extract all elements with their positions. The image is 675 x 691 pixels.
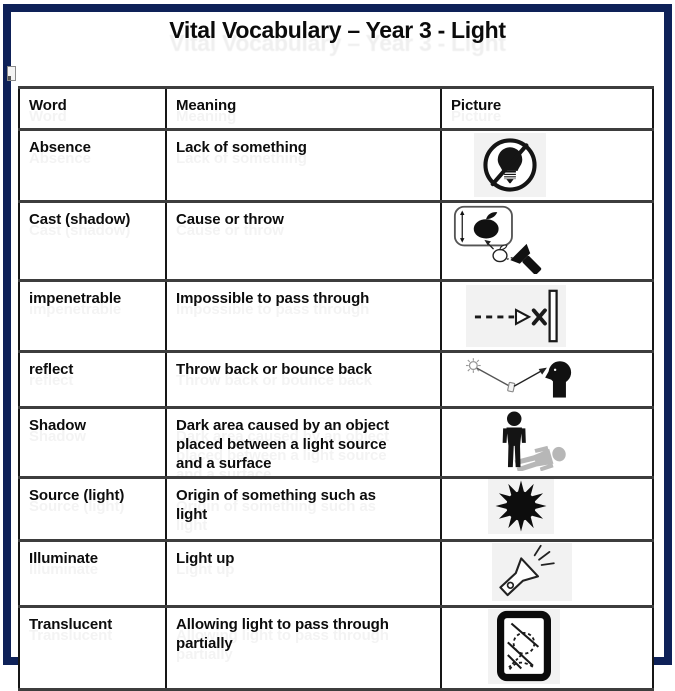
table-row [19, 606, 653, 689]
table-row [19, 477, 653, 540]
picture-cell [441, 407, 653, 477]
light-reflection-to-face-icon-wrap [462, 356, 579, 401]
meaning-cell: Impossible to pass through [166, 281, 441, 351]
meaning-column-header: Meaning [166, 88, 441, 130]
table-row [19, 130, 653, 202]
word-cell: Source (light) [19, 477, 166, 540]
table-row [19, 351, 653, 407]
word-cell: Cast (shadow) [19, 202, 166, 281]
translucent-window-icon [496, 610, 552, 682]
word-cell: Illuminate [19, 540, 166, 606]
torch-apple-shadow-icon-wrap [452, 204, 548, 274]
vocabulary-table [18, 86, 654, 691]
word-column-header: Word [19, 88, 166, 130]
table-row [19, 407, 653, 477]
page-title: Vital Vocabulary – Year 3 - Light [169, 17, 506, 43]
meaning-cell: Throw back or bounce back [166, 351, 441, 407]
meaning-cell: Origin of something such as light [166, 477, 441, 540]
translucent-window-icon-bg [488, 609, 560, 684]
light-reflection-to-face-icon [462, 356, 579, 401]
meaning-cell: Light up [166, 540, 441, 606]
word-cell: Shadow [19, 407, 166, 477]
arrow-blocked-by-wall-icon [468, 288, 564, 344]
arrow-blocked-by-wall-icon-bg [466, 285, 566, 347]
picture-cell [441, 351, 653, 407]
table-header-row [19, 88, 653, 130]
person-casting-shadow-icon [492, 411, 608, 471]
picture-cell [441, 281, 653, 351]
meaning-cell: Dark area caused by an object placed between a light source and a surface [166, 407, 441, 477]
light-source-starburst-icon-bg [488, 479, 554, 534]
table-row [19, 540, 653, 606]
picture-cell [441, 540, 653, 606]
meaning-cell: Allowing light to pass through partially [166, 606, 441, 689]
picture-cell [441, 202, 653, 281]
no-light-bulb-icon-bg [474, 133, 546, 197]
picture-cell [441, 130, 653, 202]
shining-torch-icon-bg [492, 543, 572, 601]
word-cell: Translucent [19, 606, 166, 689]
page-edge-artifact [7, 66, 16, 81]
shining-torch-icon [495, 544, 569, 600]
word-cell: reflect [19, 351, 166, 407]
torch-apple-shadow-icon [452, 204, 548, 274]
picture-cell [441, 477, 653, 540]
word-cell: impenetrable [19, 281, 166, 351]
person-casting-shadow-icon-wrap [492, 411, 608, 471]
picture-cell [441, 606, 653, 689]
meaning-cell: Cause or throw [166, 202, 441, 281]
meaning-cell: Lack of something [166, 130, 441, 202]
light-source-starburst-icon [491, 479, 551, 533]
no-light-bulb-icon [480, 135, 540, 195]
word-cell: Absence [19, 130, 166, 202]
table-row [19, 281, 653, 351]
picture-column-header: Picture [441, 88, 653, 130]
table-row [19, 202, 653, 281]
